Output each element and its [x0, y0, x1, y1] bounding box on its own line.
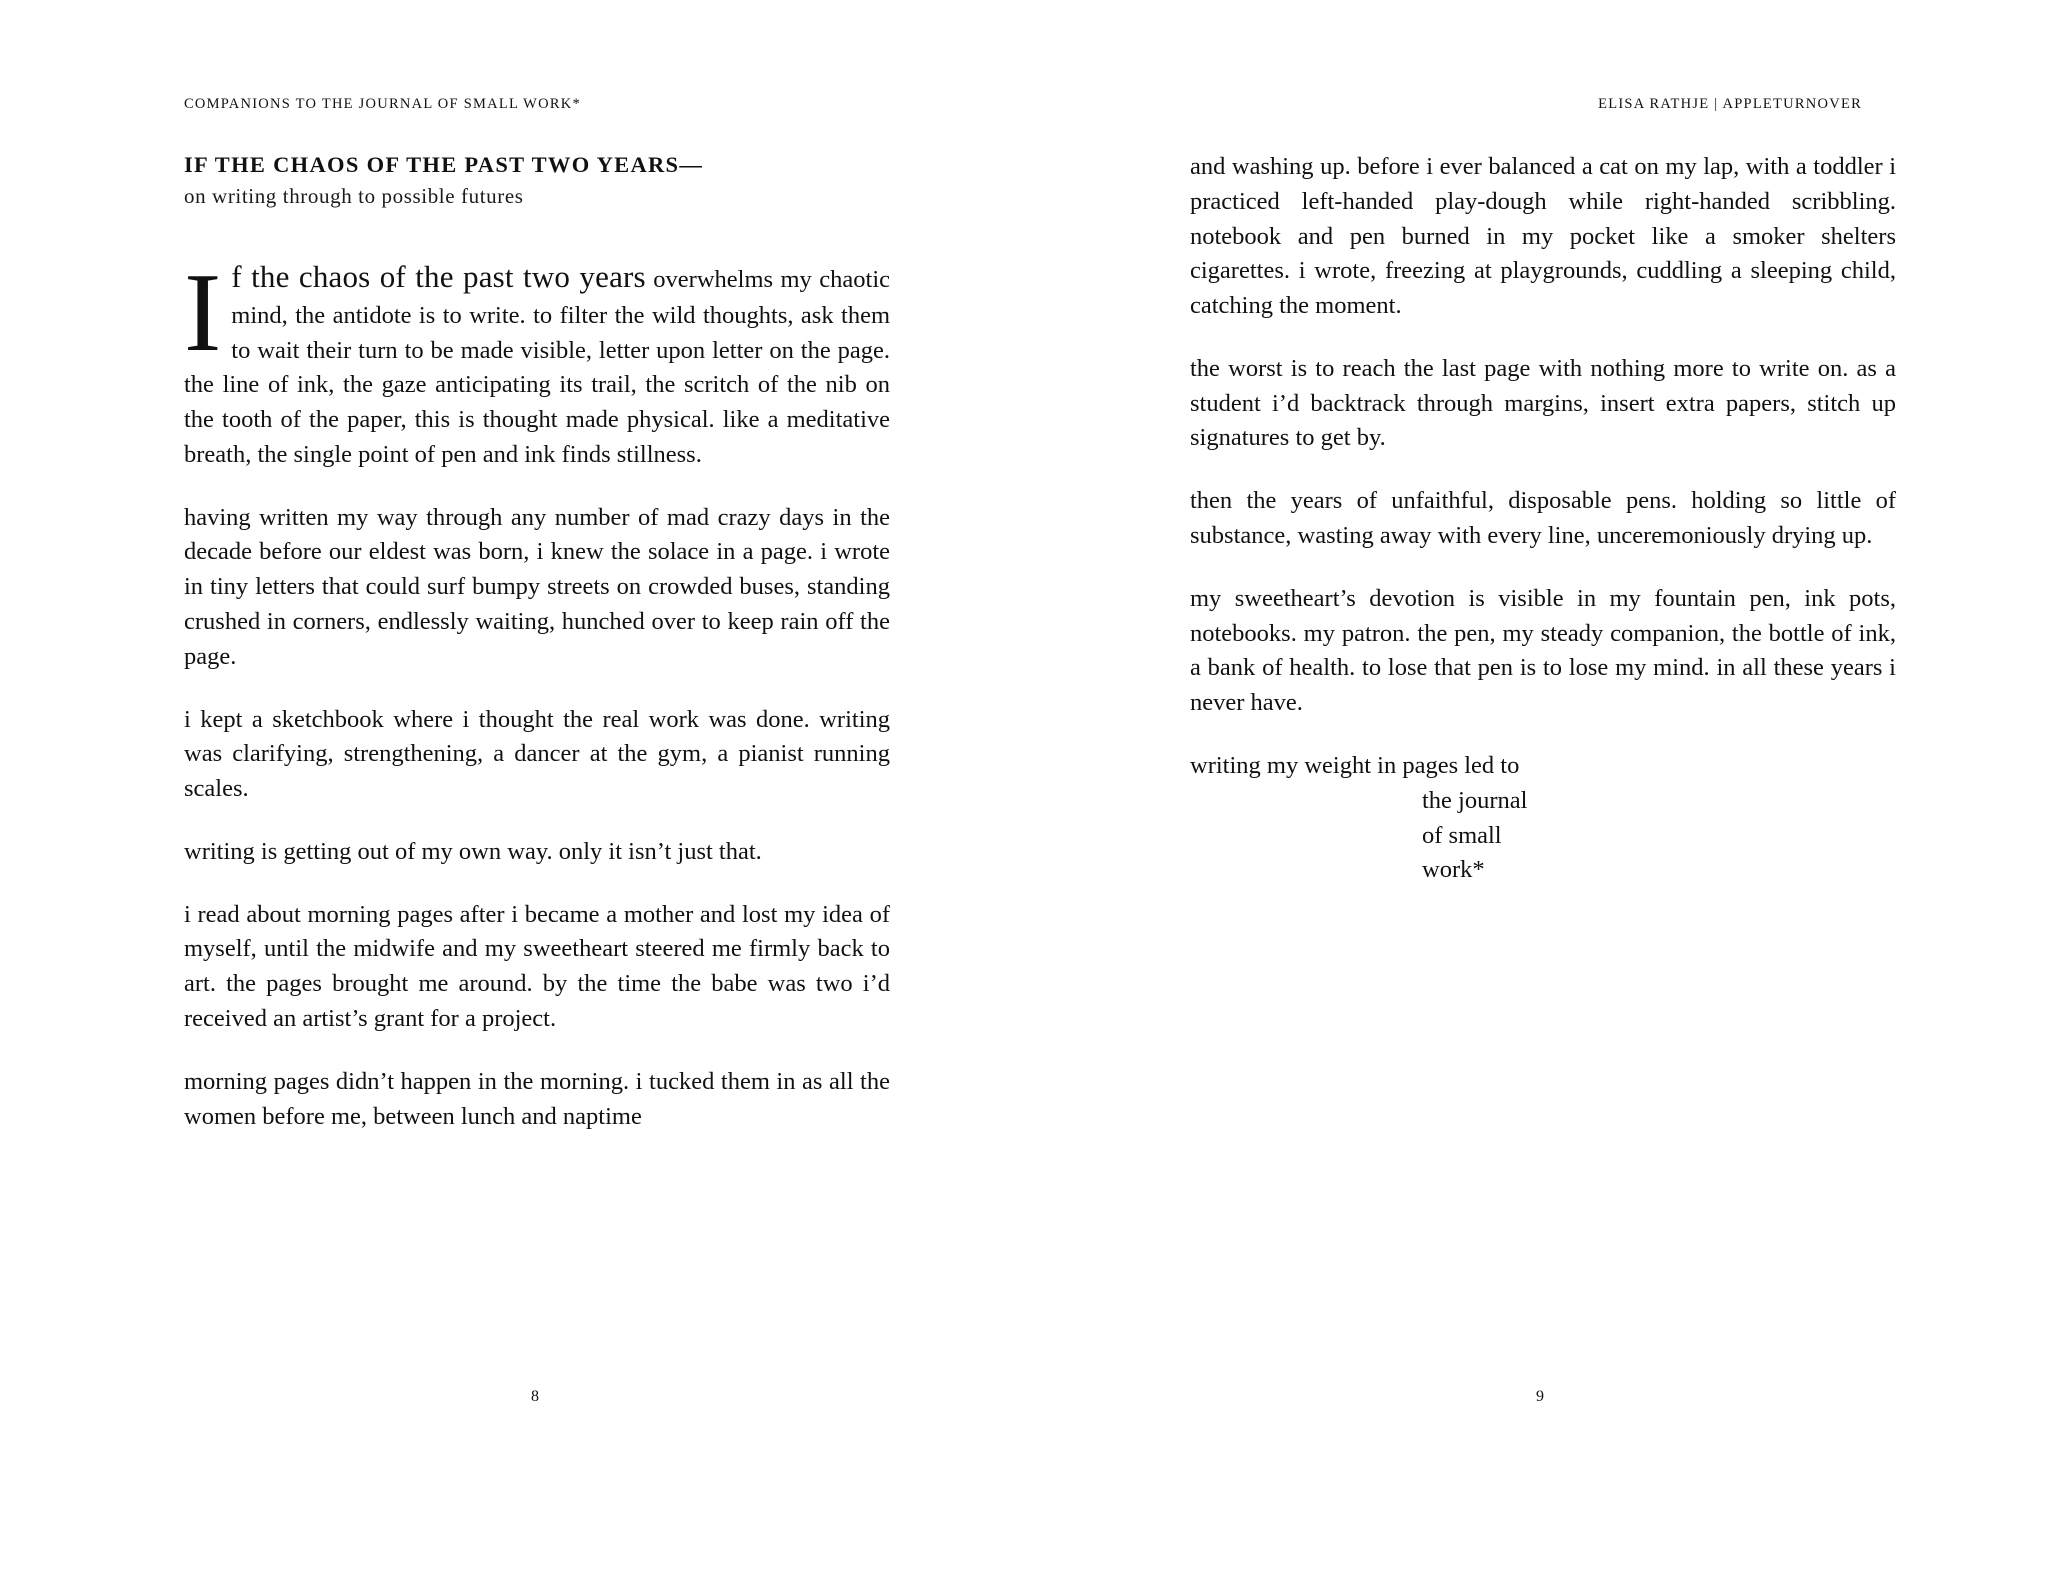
article-title: IF THE CHAOS OF THE PAST TWO YEARS— [184, 152, 704, 177]
opening-rest: overwhelms my chaotic mind, the antidote is to write. to filter the wild thoughts, ask them to wait their turn to be made visible, letter upon letter on the page. the line of ink, the gaze anticipating its trail, the scritch of the nib on the tooth of the paper, this is thought made physical. like a meditative breath, the single point of pen and ink finds stillness. [184, 265, 891, 468]
running-head-left: COMPANIONS TO THE JOURNAL OF SMALL WORK* [184, 96, 581, 112]
right-page-column [1190, 150, 1896, 888]
left-page-column [184, 150, 890, 1134]
drop-cap: I [184, 250, 222, 375]
closing-line: of small [1422, 821, 1502, 849]
article-subtitle: on writing through to possible futures [184, 184, 524, 209]
paragraph: morning pages didn’t happen in the morning. i tucked them in as all the women before me, between lunch and naptime [184, 1067, 890, 1130]
closing-line: work* [1422, 856, 1485, 884]
paragraph: the worst is to reach the last page with nothing more to write on. as a student i’d backtrack through margins, insert extra papers, stitch up signatures to get by. [1190, 354, 1896, 452]
title-block [184, 150, 890, 211]
paragraph: writing is getting out of my own way. only it isn’t just that. [184, 837, 762, 865]
paragraph: and washing up. before i ever balanced a cat on my lap, with a toddler i practiced left-handed play-dough while right-handed scribbling. notebook and pen burned in my pocket like a smoker shelters cigarettes. i wrote, freezing at playgrounds, cuddling a sleeping child, catching the moment. [1190, 153, 1896, 320]
opening-paragraph [184, 250, 891, 473]
paragraph: my sweetheart’s devotion is visible in my fountain pen, ink pots, notebooks. my patron. the pen, my steady companion, the bottle of ink, a bank of health. to lose that pen is to lose my mind. in all these years i never have. [1190, 584, 1896, 717]
paragraph: i kept a sketchbook where i thought the real work was done. writing was clarifying, strengthening, a dancer at the gym, a pianist running scales. [184, 705, 890, 803]
paragraph: having written my way through any number of mad crazy days in the decade before our eldest was born, i knew the solace in a page. i wrote in tiny letters that could surf bumpy streets on crowded buses, standing crushed in corners, endlessly waiting, hunched over to keep rain off the page. [184, 503, 890, 670]
running-head-right: ELISA RATHJE | APPLETURNOVER [1598, 96, 1862, 112]
page-number-left: 8 [531, 1388, 539, 1405]
paragraph: then the years of unfaithful, disposable pens. holding so little of substance, wasting away with every line, unceremoniously drying up. [1190, 487, 1896, 550]
paragraph: i read about morning pages after i became a mother and lost my idea of myself, until the midwife and my sweetheart steered me firmly back to art. the pages brought me around. by the time the babe was two i’d received an artist’s grant for a project. [184, 900, 890, 1033]
closing-stanza [1190, 749, 1896, 888]
opening-lead-in: f the chaos of the past two years [231, 258, 646, 294]
closing-line: the journal [1422, 786, 1528, 814]
page-number-right: 9 [1536, 1388, 1544, 1405]
closing-line: writing my weight in pages led to [1190, 751, 1520, 779]
